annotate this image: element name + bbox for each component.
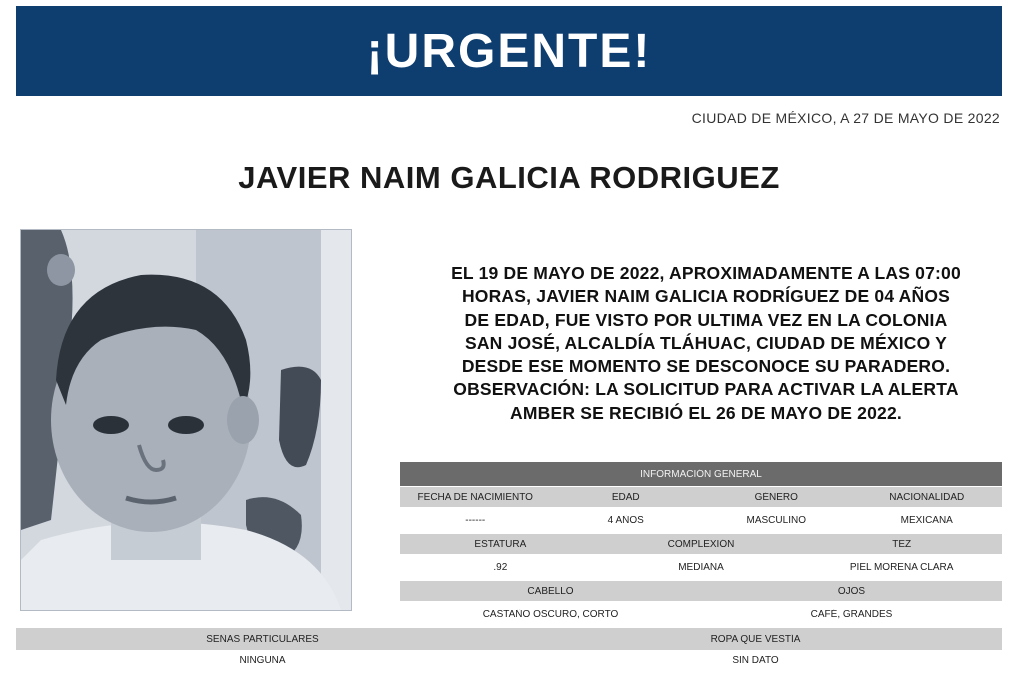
row3-values — [400, 604, 1002, 624]
header-cell: ESTATURA — [474, 538, 527, 550]
value-cell: NINGUNA — [239, 654, 286, 666]
header-cell: TEZ — [892, 538, 912, 550]
section-title: INFORMACIÓN GENERAL — [640, 468, 762, 480]
banner-title: ¡URGENTE! — [366, 24, 652, 78]
urgent-banner — [16, 6, 1002, 96]
value-cell: .92 — [493, 561, 508, 573]
header-cell: NACIONALIDAD — [889, 491, 965, 503]
narrative-line: HORAS, JAVIER NAIM GALICIA RODRÍGUEZ DE 04 AÑOS — [461, 286, 951, 307]
row2-values — [400, 557, 1002, 577]
person-name — [0, 160, 1024, 196]
row4-values — [16, 651, 1002, 669]
case-narrative — [408, 262, 1004, 425]
row3-header — [400, 581, 1002, 601]
header-cell: COMPLEXIÓN — [667, 538, 735, 550]
narrative-line: EL 19 DE MAYO DE 2022, APROXIMADAMENTE A LAS 07:00 — [451, 263, 961, 283]
row1-values — [400, 510, 1002, 530]
value-cell: MEDIANA — [678, 561, 724, 573]
value-cell: MASCULINO — [746, 514, 806, 526]
value-cell: CASTAÑO OSCURO, CORTO — [482, 608, 619, 620]
child-photo-illustration — [21, 230, 351, 610]
narrative-line: DESDE ESE MOMENTO SE DESCONOCE SU PARADERO. — [461, 356, 951, 377]
value-cell: 4 AÑOS — [607, 514, 644, 526]
value-cell: CAFÉ, GRANDES — [810, 608, 893, 620]
row4-header — [16, 628, 1002, 650]
narrative-line: DE EDAD, FUE VISTO POR ULTIMA VEZ EN LA COLONIA — [464, 309, 948, 330]
child-photo — [20, 229, 352, 611]
row2-header — [400, 534, 1002, 554]
narrative-line: AMBER SE RECIBIÓ EL 26 DE MAYO DE 2022. — [510, 402, 902, 423]
narrative-line: OBSERVACIÓN: LA SOLICITUD PARA ACTIVAR LA ALERTA — [453, 379, 959, 400]
narrative-line: SAN JOSÉ, ALCALDÍA TLÁHUAC, CIUDAD DE MÉXICO Y — [464, 332, 948, 353]
header-cell: CABELLO — [527, 585, 574, 597]
header-cell: GÉNERO — [754, 491, 798, 503]
row1-header — [400, 487, 1002, 507]
section-title-row — [400, 462, 1002, 486]
dateline: CIUDAD DE MÉXICO, A 27 DE MAYO DE 2022 — [691, 110, 1000, 126]
value-cell: ------ — [465, 514, 486, 526]
value-cell: SIN DATO — [732, 654, 779, 666]
value-cell: PIEL MORENA CLARA — [849, 561, 954, 573]
header-cell: OJOS — [837, 585, 866, 597]
header-cell: FECHA DE NACIMIENTO — [417, 491, 533, 503]
header-cell: ROPA QUE VESTÍA — [710, 633, 801, 645]
person-name-text: JAVIER NAIM GALICIA RODRIGUEZ — [238, 160, 780, 195]
header-cell: EDAD — [611, 491, 640, 503]
header-cell: SEÑAS PARTICULARES — [206, 633, 319, 645]
value-cell: MEXICANA — [900, 514, 953, 526]
